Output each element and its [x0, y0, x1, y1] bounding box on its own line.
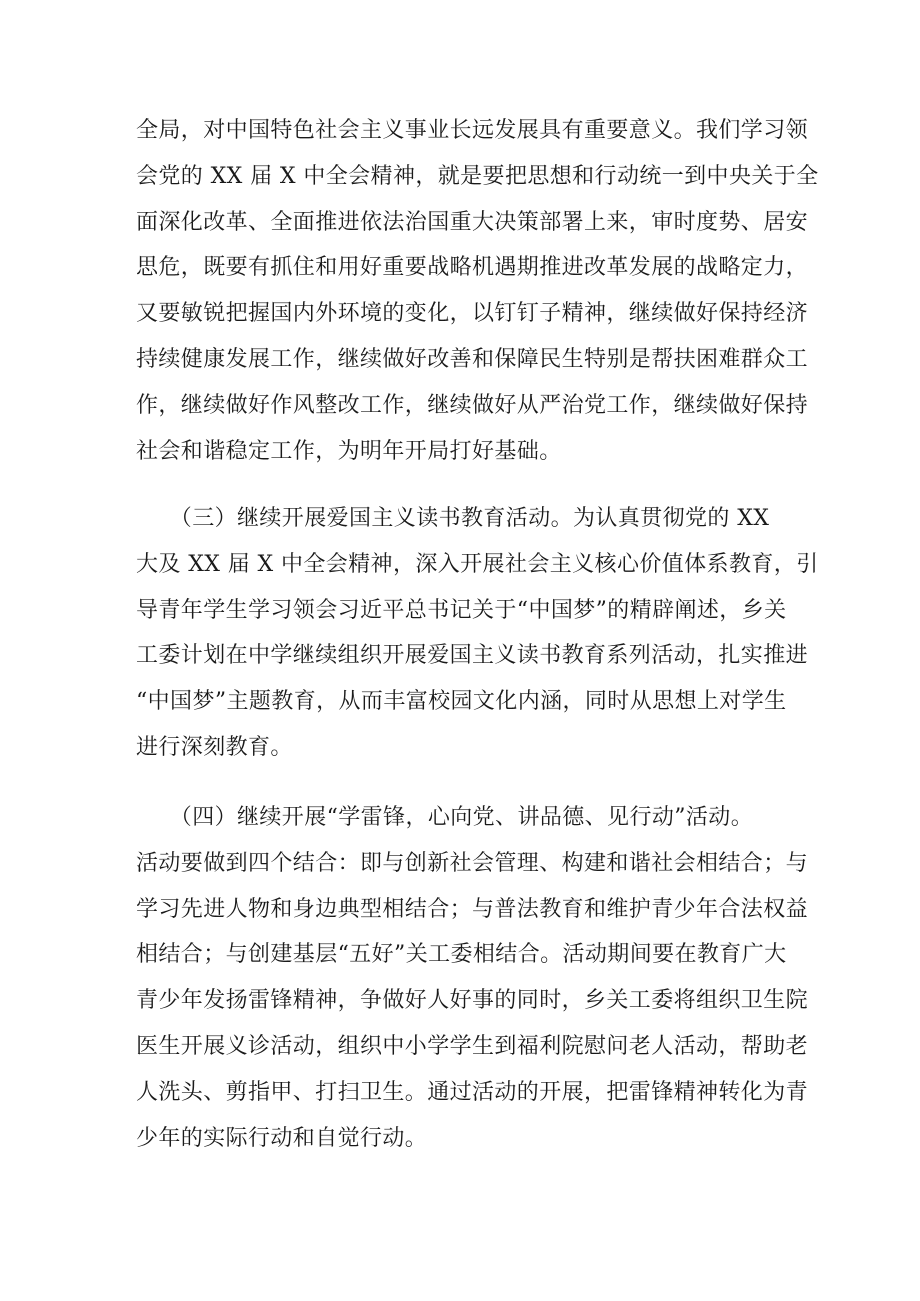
text-line: 持续健康发展工作，继续做好改善和保障民生特别是帮扶困难群众工 — [136, 346, 809, 372]
text-line: 作，继续做好作风整改工作，继续做好从严治党工作，继续做好保持 — [136, 392, 809, 418]
text-line: 青少年发扬雷锋精神，争做好人好事的同时，乡关工委将组织卫生院 — [136, 988, 809, 1014]
text-line: 全局，对中国特色社会主义事业长远发展具有重要意义。我们学习领 — [136, 118, 809, 143]
paragraph-overall-situation — [136, 108, 819, 474]
text-line: 思危，既要有抓住和用好重要战略机遇期推进改革发展的战略定力， — [136, 255, 809, 281]
text-line: 社会和谐稳定工作，为明年开局打好基础。 — [136, 438, 562, 464]
text-line: 会党的 XX 届 X 中全会精神，就是要把思想和行动统一到中央关于全 — [136, 163, 819, 189]
text-line: 相结合；与创建基层“五好”关工委相结合。活动期间要在教育广大 — [136, 942, 787, 968]
section-heading-line: （四）继续开展“学雷锋，心向党、讲品德、见行动”活动。 — [136, 805, 754, 830]
text-line: “中国梦”主题教育，从而丰富校园文化内涵，同时从思想上对学生 — [136, 689, 787, 715]
paragraph-section-four — [136, 795, 809, 1161]
text-line: 进行深刻教育。 — [136, 734, 293, 760]
text-line: 大及 XX 届 X 中全会精神，深入开展社会主义核心价值体系教育，引 — [136, 551, 819, 577]
text-line: 工委计划在中学继续组织开展爱国主义读书教育系列活动，扎实推进 — [136, 643, 809, 669]
text-line: 活动要做到四个结合：即与创新社会管理、构建和谐社会相结合；与 — [136, 850, 809, 876]
text-line: 面深化改革、全面推进依法治国重大决策部署上来，审时度势、居安 — [136, 209, 809, 235]
text-line: 又要敏锐把握国内外环境的变化，以钉钉子精神，继续做好保持经济 — [136, 301, 809, 327]
text-line: 人洗头、剪指甲、打扫卫生。通过活动的开展，把雷锋精神转化为青 — [136, 1079, 809, 1105]
text-line: 医生开展义诊活动，组织中小学学生到福利院慰问老人活动，帮助老 — [136, 1033, 809, 1059]
section-heading-line: （三）继续开展爱国主义读书教育活动。为认真贯彻党的 XX — [136, 506, 770, 531]
text-line: 导青年学生学习领会习近平总书记关于“中国梦”的精辟阐述，乡关 — [136, 597, 787, 623]
text-line: 少年的实际行动和自觉行动。 — [136, 1125, 428, 1151]
paragraph-section-three — [136, 496, 819, 771]
text-line: 学习先进人物和身边典型相结合；与普法教育和维护青少年合法权益 — [136, 896, 809, 922]
